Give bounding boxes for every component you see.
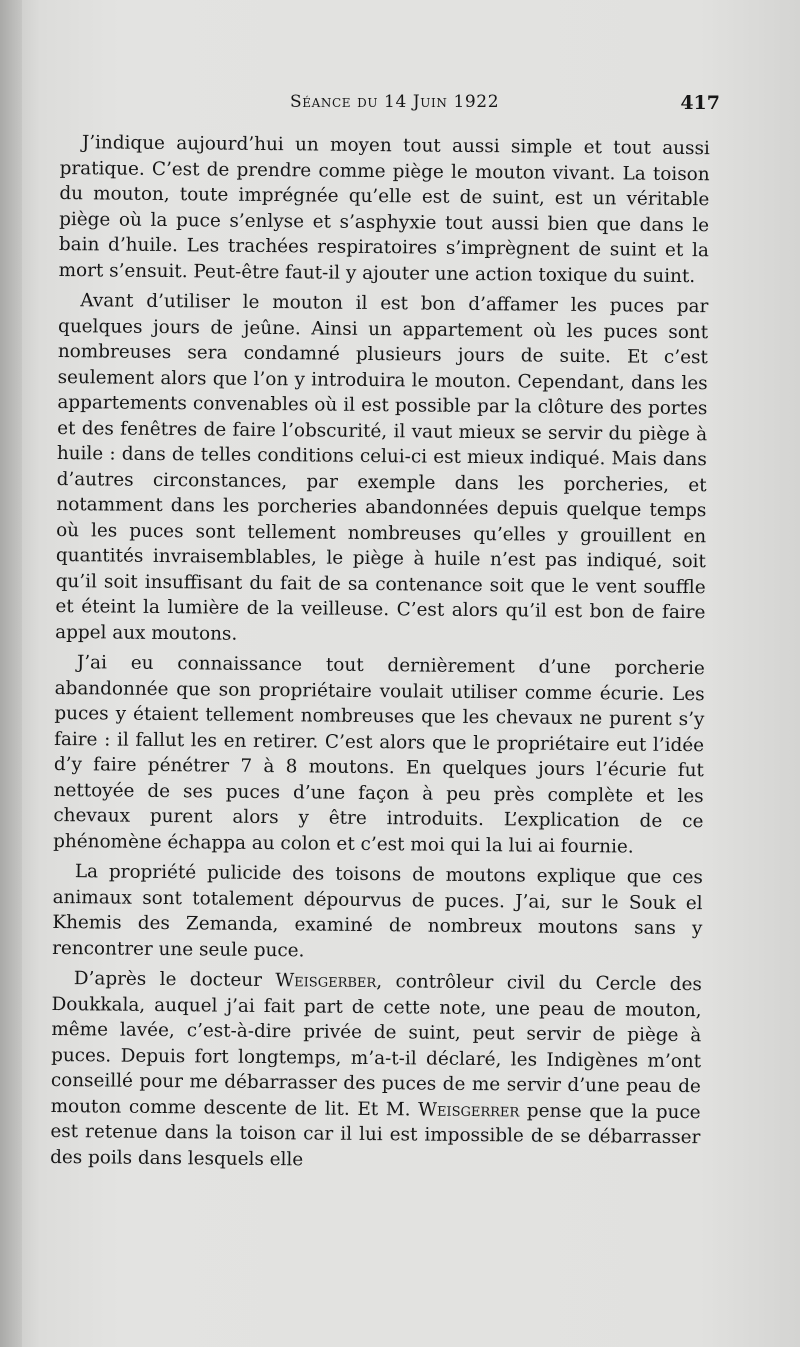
author-name-second: Weisgerrer [417,1098,520,1121]
running-head: Séance du 14 Juin 1922 [290,92,500,112]
paragraph-2: Avant d’utiliser le mouton il est bon d’affamer les puces par quelques jours de jeûne. Ainsi un appartement où les puces sont nombreuses sera condamné plusieurs jours de suite. Et c’est seulement alors que l’on y introduira le mouton. Cependant, dans les appartements convenables où il est possible par la clôture des portes et des fenêtres de faire l’obscurité, il vaut mieux se servir du piège à huile : dans de telles conditions celui-ci est mieux indiqué. Mais dans d’autres circonstances, par exemple dans les porcheries, et notamment dans les porcheries abandonnées depuis quelque temps où les puces sont tellement nombreuses qu’elles y grouillent en quantités invraisemblables, le piège à huile n’est pas indiqué, soit qu’il soit insuffisant du fait de sa contenance soit que le vent souffle et éteint la lumière de la veilleuse. C’est alors qu’il est bon de faire appel aux moutons. [55,290,709,645]
paragraph-1: J’indique aujourd’hui un moyen tout aussi simple et tout aussi pratique. C’est de prendre comme piège le mouton vivant. La toison du mouton, toute imprégnée qu’elle est de suint, est un véritable piège où la puce s’enlyse et s’asphyxie tout aussi bien que dans le bain d’huile. Les trachées respiratoires s’imprègnent de suint et la mort s’ensuit. Peut-être faut-il y ajouter une action toxique du suint. [58,132,710,287]
paragraph-5-part-1: D’après le docteur [73,968,276,992]
paragraph-5 [50,966,702,1176]
paragraph-4: La propriété pulicide des toisons de moutons explique que ces animaux sont totalement dépourvus de puces. J’ai, sur le Souk el Khemis des Zemanda, examiné de nombreux moutons sans y rencontrer une seule puce. [52,861,703,961]
page-number: 417 [680,92,720,114]
paragraph-5-part-2: , contrôleur civil du Cercle des Doukkala, auquel j’ai fait part de cette note, une peau de mouton, même lavée, c’est-à-dire privée de suint, peut servir de piège à puces. Depuis fort longtemps, m’a-t-il déclaré, les Indigènes m’ont conseillé pour me débarrasser des puces de me servir d’une peau de mouton comme descente de lit. Et M. [50,971,702,1120]
body-text [50,130,710,1176]
author-name: Weisgerber [275,970,377,993]
page-header [290,92,720,122]
paragraph-3: J’ai eu connaissance tout dernièrement d’une porcherie abandonnée que son propriétaire voulait utiliser comme écurie. Les puces y étaient tellement nombreuses que les chevaux ne purent s’y faire : il fallut les en retirer. C’est alors que le propriétaire eut l’idée d’y faire pénétrer 7 à 8 moutons. En quelques jours l’écurie fut nettoyée de ses puces d’une façon à peu près complète et les chevaux purent alors y être introduits. L’explication de ce phénomène échappa au colon et c’est moi qui la lui ai fournie. [53,652,705,858]
paragraph-5-part-3: pense que la puce est retenue dans la toison car il lui est impossible de se débarrasser des poils dans lesquels elle [50,1099,701,1170]
binding-shadow [0,0,22,1347]
